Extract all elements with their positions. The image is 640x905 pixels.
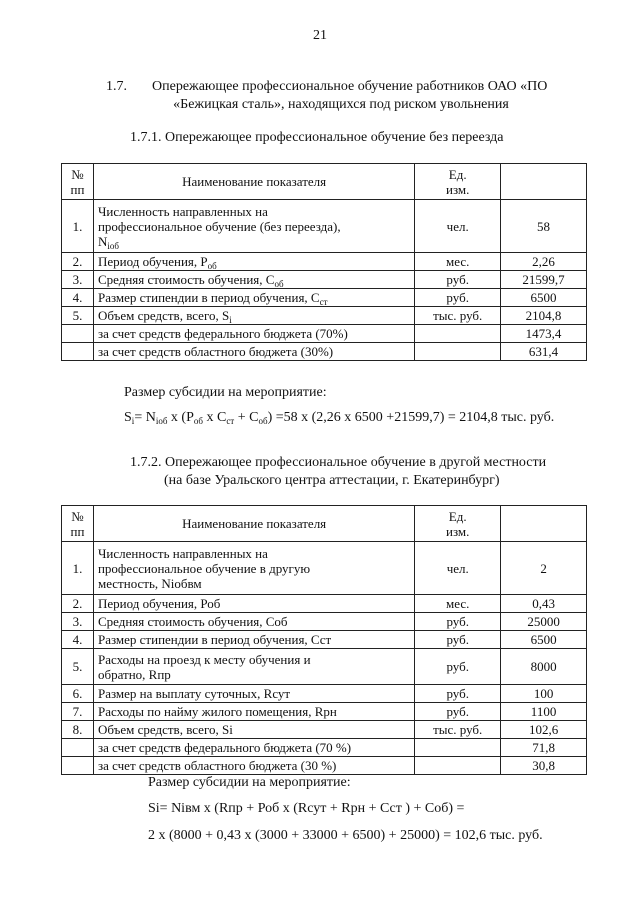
row-unit [415, 757, 501, 775]
row-num: 7. [62, 703, 94, 721]
row-num: 2. [62, 253, 94, 271]
table-header-row [62, 164, 587, 200]
subsection-1-title: 1.7.1. Опережающее профессиональное обучение без переезда [130, 130, 504, 145]
subsection-2-title-line2: (на базе Уральского центра аттестации, г. Екатеринбург) [164, 473, 500, 488]
header-unit: Ед. изм. [415, 164, 501, 200]
row-value: 71,8 [501, 739, 587, 757]
table-row [62, 200, 587, 253]
row-unit: руб. [415, 703, 501, 721]
row-num [62, 757, 94, 775]
row-num: 8. [62, 721, 94, 739]
row-unit: руб. [415, 631, 501, 649]
section-title-line1: Опережающее профессиональное обучение работников ОАО «ПО [152, 79, 548, 94]
row-value: 0,43 [501, 595, 587, 613]
header-value [501, 506, 587, 542]
row-name: за счет средств федерального бюджета (70%) [93, 325, 414, 343]
row-unit: мес. [415, 595, 501, 613]
row-unit: руб. [415, 613, 501, 631]
header-name: Наименование показателя [93, 164, 414, 200]
row-num [62, 325, 94, 343]
row-name: Средняя стоимость обучения, $С_{об}$ [93, 271, 414, 289]
row-num: 3. [62, 271, 94, 289]
row-value: 1100 [501, 703, 587, 721]
row-name: Численность направленных на профессиональное обучение в другую местность, Niобвм [93, 542, 414, 595]
row-num: 4. [62, 289, 94, 307]
row-value: 30,8 [501, 757, 587, 775]
row-name: за счет средств областного бюджета (30%) [93, 343, 414, 361]
formula-2-line1: Si= Niвм х (Rпр + Роб х (Rсут + Rрн + Сст ) + Соб) = [148, 801, 465, 816]
row-unit: мес. [415, 253, 501, 271]
page-number: 21 [313, 28, 327, 43]
row-unit: тыс. руб. [415, 721, 501, 739]
table-row [62, 542, 587, 595]
row-num [62, 343, 94, 361]
row-name: за счет средств федерального бюджета (70 %) [93, 739, 414, 757]
table-2 [61, 505, 587, 775]
table-row [62, 703, 587, 721]
row-value: 2 [501, 542, 587, 595]
table-row [62, 325, 587, 343]
row-num: 5. [62, 649, 94, 685]
subsidy-label-1: Размер субсидии на мероприятие: [124, 385, 327, 400]
table-1 [61, 163, 587, 361]
table-row [62, 253, 587, 271]
row-name: Средняя стоимость обучения, Соб [93, 613, 414, 631]
row-name: Объем средств, всего, $S_i$ [93, 307, 414, 325]
row-value: 2104,8 [501, 307, 587, 325]
row-name: Период обучения, $Р_{об}$ [93, 253, 414, 271]
section-number: 1.7. [106, 79, 127, 94]
formula-1: $S_i= N_{iоб}$ х ($Р_{об}$ х $С_{ст} + С_{об}) =58$ х (2,26 х 6500 +21599,7) = 2104,8 тыс. руб. [124, 410, 555, 426]
row-unit: руб. [415, 649, 501, 685]
table-row [62, 307, 587, 325]
row-unit: чел. [415, 542, 501, 595]
row-name: Размер стипендии в период обучения, $С_{ст}$ [93, 289, 414, 307]
formula-2-line2: 2 х (8000 + 0,43 х (3000 + 33000 + 6500) + 25000) = 102,6 тыс. руб. [148, 828, 543, 843]
table-row [62, 757, 587, 775]
row-value: 6500 [501, 631, 587, 649]
table-row [62, 685, 587, 703]
table-row [62, 343, 587, 361]
row-name: Период обучения, Роб [93, 595, 414, 613]
row-name: Объем средств, всего, Si [93, 721, 414, 739]
table-row [62, 289, 587, 307]
row-name: Расходы по найму жилого помещения, Rрн [93, 703, 414, 721]
row-num [62, 739, 94, 757]
row-num: 1. [62, 200, 94, 253]
row-name: за счет средств областного бюджета (30 %) [93, 757, 414, 775]
row-num: 1. [62, 542, 94, 595]
row-unit: руб. [415, 271, 501, 289]
row-unit: чел. [415, 200, 501, 253]
row-name: Численность направленных на профессиональное обучение (без переезда), $N_{iоб}$ [93, 200, 414, 253]
header-num: № пп [62, 164, 94, 200]
row-num: 2. [62, 595, 94, 613]
table-row [62, 649, 587, 685]
table-row [62, 739, 587, 757]
row-unit: тыс. руб. [415, 307, 501, 325]
table-row [62, 595, 587, 613]
row-num: 4. [62, 631, 94, 649]
header-value [501, 164, 587, 200]
row-unit [415, 325, 501, 343]
row-name: Размер на выплату суточных, Rсут [93, 685, 414, 703]
table-row [62, 271, 587, 289]
header-num: № пп [62, 506, 94, 542]
row-value: 100 [501, 685, 587, 703]
row-num: 6. [62, 685, 94, 703]
row-value: 6500 [501, 289, 587, 307]
row-unit [415, 343, 501, 361]
table-row [62, 631, 587, 649]
table-row [62, 613, 587, 631]
subsection-2-title-line1: 1.7.2. Опережающее профессиональное обучение в другой местности [130, 455, 547, 470]
header-name: Наименование показателя [93, 506, 414, 542]
header-unit: Ед. изм. [415, 506, 501, 542]
row-value: 102,6 [501, 721, 587, 739]
row-value: 8000 [501, 649, 587, 685]
row-num: 5. [62, 307, 94, 325]
section-title-line2: «Бежицкая сталь», находящихся под риском увольнения [173, 97, 509, 112]
row-name: Расходы на проезд к месту обучения и обратно, Rпр [93, 649, 414, 685]
row-unit [415, 739, 501, 757]
row-num: 3. [62, 613, 94, 631]
subsidy-label-2: Размер субсидии на мероприятие: [148, 775, 351, 790]
row-value: 1473,4 [501, 325, 587, 343]
row-value: 631,4 [501, 343, 587, 361]
row-name: Размер стипендии в период обучения, Сст [93, 631, 414, 649]
row-value: 25000 [501, 613, 587, 631]
table-header-row [62, 506, 587, 542]
row-unit: руб. [415, 289, 501, 307]
row-value: 21599,7 [501, 271, 587, 289]
table-row [62, 721, 587, 739]
row-unit: руб. [415, 685, 501, 703]
row-value: 58 [501, 200, 587, 253]
row-value: 2,26 [501, 253, 587, 271]
